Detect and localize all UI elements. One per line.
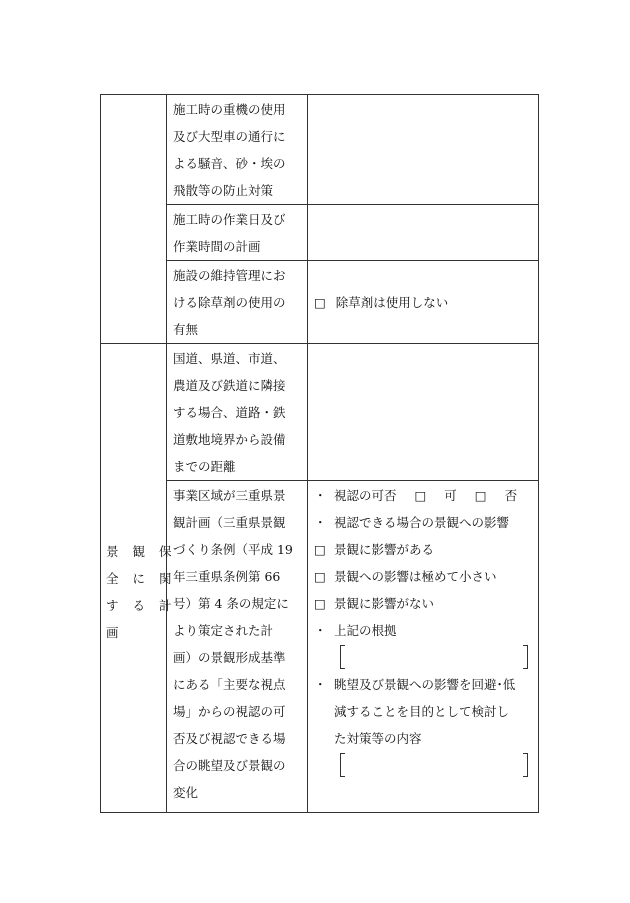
item-text-line: 年三重県条例第 66 bbox=[173, 569, 281, 584]
item-cell bbox=[167, 261, 308, 344]
visible-yes-checkbox[interactable]: □ bbox=[414, 488, 427, 503]
category-text-line: す る 計 bbox=[106, 597, 177, 613]
answer-cell[interactable] bbox=[308, 344, 539, 481]
impact-option bbox=[314, 563, 538, 590]
visible-no-label: 否 bbox=[504, 488, 518, 503]
measures-input-bracket[interactable] bbox=[340, 753, 528, 777]
herbicide-option bbox=[314, 293, 538, 311]
landscape-plan-table bbox=[100, 94, 539, 813]
basis-input-bracket[interactable] bbox=[340, 645, 528, 669]
bullet: ・ bbox=[314, 488, 327, 503]
item-text-line: ける除草剤の使用の bbox=[173, 295, 286, 310]
left-bracket bbox=[340, 645, 345, 669]
item-text-line: 道敷地境界から設備 bbox=[173, 432, 286, 447]
table-row bbox=[101, 205, 539, 261]
item-cell bbox=[167, 481, 308, 813]
impact-option bbox=[314, 536, 538, 563]
item-text-line: 画）の景観形成基準 bbox=[173, 650, 286, 665]
item-text-line: 有無 bbox=[173, 322, 199, 337]
item-text-line: づくり条例（平成 19 bbox=[173, 542, 293, 557]
impact-option-label: 景観への影響は極めて小さい bbox=[334, 569, 497, 584]
item-text-line: よる騒音、砂・埃の bbox=[173, 156, 286, 171]
category-cell bbox=[101, 344, 177, 813]
item-text-line: 農道及び鉄道に隣接 bbox=[173, 378, 286, 393]
herbicide-label: 除草剤は使用しない bbox=[335, 295, 449, 310]
impact-option-label: 景観に影響がある bbox=[334, 542, 435, 557]
item-text-line: 飛散等の防止対策 bbox=[173, 183, 274, 198]
item-text-line: 観計画（三重県景観 bbox=[173, 515, 286, 530]
table-row bbox=[101, 261, 539, 344]
basis-heading bbox=[314, 617, 538, 644]
impact-heading-text: 視認できる場合の景観への影響 bbox=[334, 515, 510, 530]
impact-option bbox=[314, 590, 538, 617]
item-cell bbox=[167, 205, 308, 261]
impact-checkbox[interactable]: □ bbox=[314, 569, 326, 584]
visibility-line bbox=[314, 482, 538, 509]
impact-option-label: 景観に影響がない bbox=[334, 596, 435, 611]
visible-no-checkbox[interactable]: □ bbox=[474, 488, 487, 503]
left-bracket bbox=[340, 753, 345, 777]
item-text-line: 作業時間の計画 bbox=[173, 239, 261, 254]
measures-text-line: た対策等の内容 bbox=[334, 731, 422, 746]
item-text-line: 施工時の重機の使用 bbox=[173, 102, 286, 117]
item-text-line: 施工時の作業日及び bbox=[173, 212, 286, 227]
answer-cell bbox=[308, 261, 539, 344]
measures-text-line: 減することを目的として検討し bbox=[334, 704, 510, 719]
bullet: ・ bbox=[314, 623, 327, 638]
item-cell bbox=[167, 95, 308, 205]
answer-cell[interactable] bbox=[308, 95, 539, 205]
visible-yes-label: 可 bbox=[444, 488, 457, 503]
measures-heading bbox=[314, 671, 538, 698]
impact-checkbox[interactable]: □ bbox=[314, 596, 326, 611]
impact-checkbox[interactable]: □ bbox=[314, 542, 326, 557]
right-bracket bbox=[523, 645, 528, 669]
answer-cell bbox=[308, 481, 539, 813]
item-text-line: 合の眺望及び景観の bbox=[173, 758, 286, 773]
item-text-line: する場合、道路・鉄 bbox=[173, 405, 286, 420]
empty-category-cell bbox=[101, 95, 167, 344]
item-text-line: 及び大型車の通行に bbox=[173, 129, 286, 144]
item-text-line: より策定された計 bbox=[173, 623, 274, 638]
right-bracket bbox=[523, 753, 528, 777]
item-text-line: 事業区域が三重県景 bbox=[173, 488, 286, 503]
bullet: ・ bbox=[314, 515, 327, 530]
table-row bbox=[101, 344, 539, 481]
impact-heading bbox=[314, 509, 538, 536]
item-text-line: 国道、県道、市道、 bbox=[173, 351, 286, 366]
category-text-line: 画 bbox=[106, 624, 124, 640]
bullet: ・ bbox=[314, 677, 327, 692]
basis-heading-text: 上記の根拠 bbox=[334, 623, 397, 638]
item-text-line: 否及び視認できる場 bbox=[173, 731, 286, 746]
item-cell bbox=[167, 344, 308, 481]
table-row bbox=[101, 95, 539, 205]
visibility-label: 視認の可否 bbox=[334, 488, 397, 503]
category-text-line: 全 に 関 bbox=[106, 570, 177, 586]
item-text-line: 号）第 4 条の規定に bbox=[173, 596, 289, 611]
item-text-line: 施設の維持管理にお bbox=[173, 268, 286, 283]
herbicide-checkbox[interactable]: □ bbox=[314, 295, 326, 310]
item-text-line: 変化 bbox=[173, 785, 199, 800]
category-text-line: 景 観 保 bbox=[106, 543, 177, 559]
item-text-line: までの距離 bbox=[173, 459, 236, 474]
item-text-line: にある「主要な視点 bbox=[173, 677, 286, 692]
measures-text-line: 眺望及び景観への影響を回避･低 bbox=[334, 677, 516, 692]
table-row bbox=[101, 481, 539, 813]
item-text-line: 場」からの視認の可 bbox=[173, 704, 286, 719]
answer-cell[interactable] bbox=[308, 205, 539, 261]
